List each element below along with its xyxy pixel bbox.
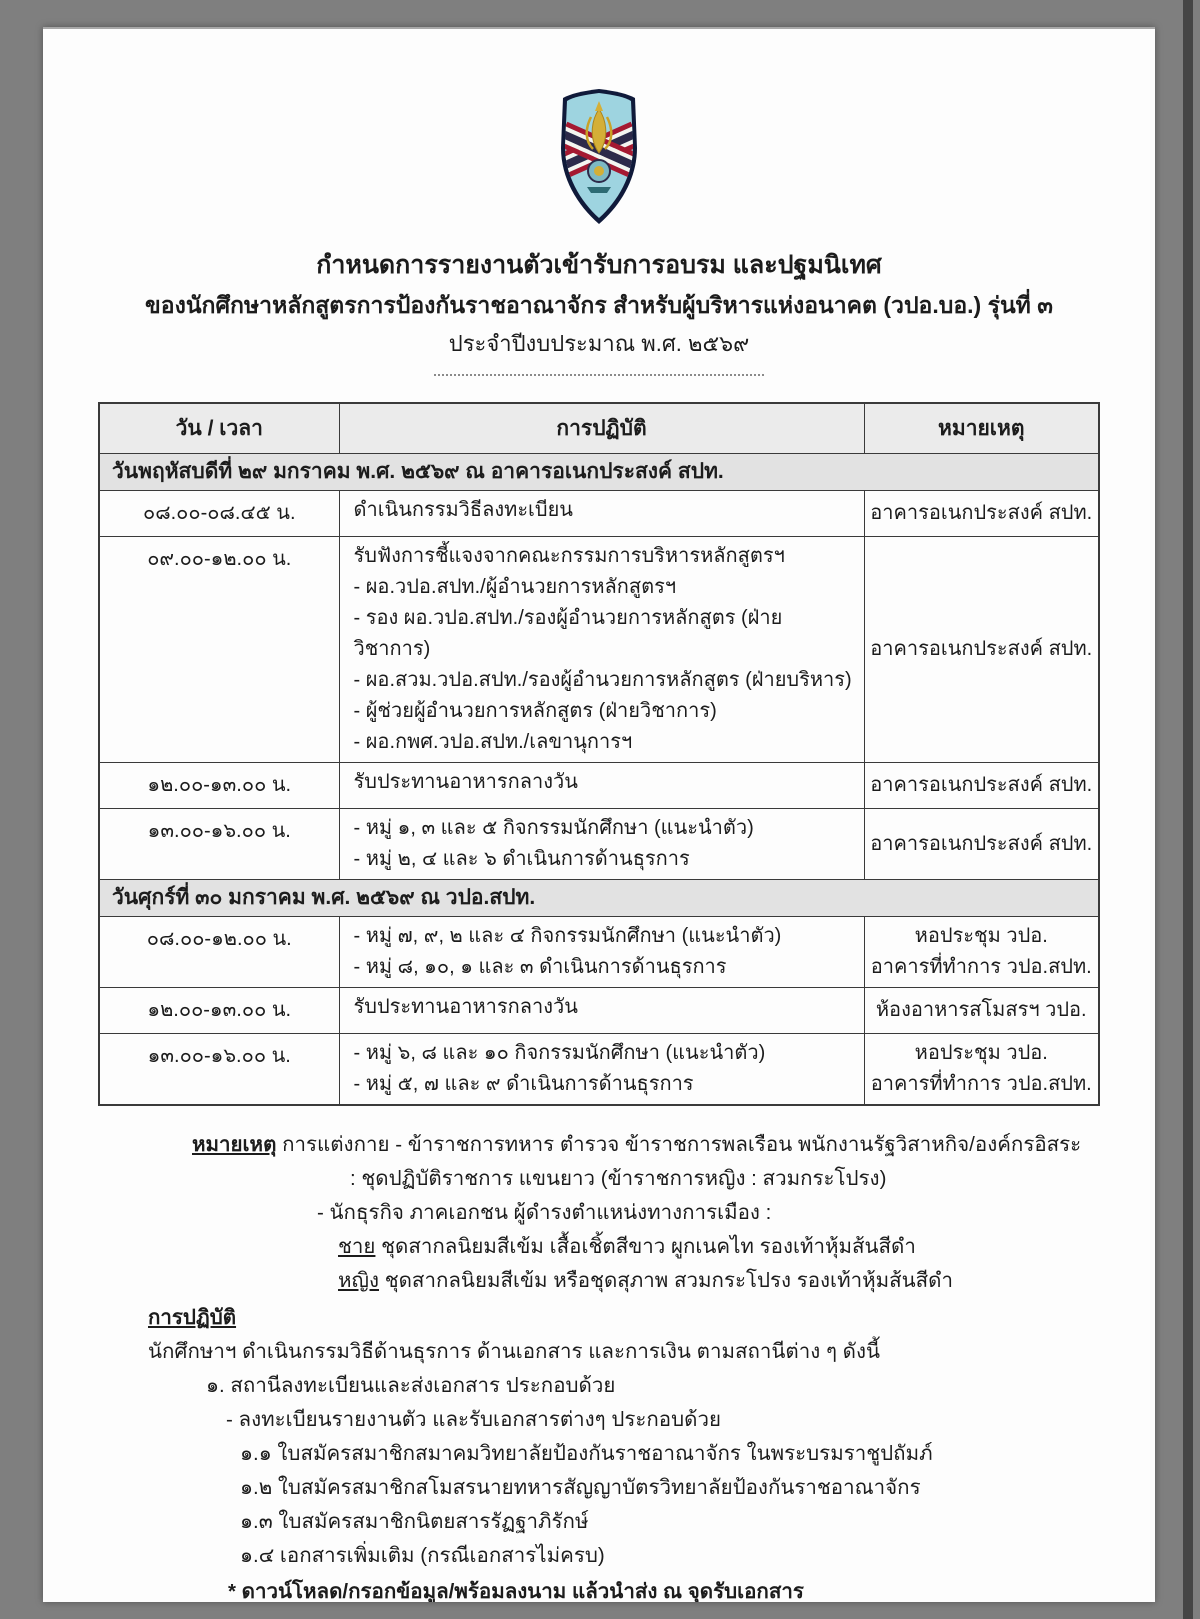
action-line: - หมู่ ๒, ๔ และ ๖ ดำเนินการด้านธุรการ xyxy=(353,848,690,870)
action-line: - หมู่ ๑, ๓ และ ๕ กิจกรรมนักศึกษา (แนะนำตัว) xyxy=(353,817,754,839)
notes-label: หมายเหตุ xyxy=(192,1133,277,1156)
day-section-title-thursday: วันพฤหัสบดีที่ ๒๙ มกราคม พ.ศ. ๒๕๖๙ ณ อาคารอเนกประสงค์ สปท. xyxy=(99,454,1099,491)
action-line: รับประทานอาหารกลางวัน xyxy=(353,996,578,1018)
procedure-subitem-1-3: ๑.๓ ใบสมัครสมาชิกนิตยสารรัฏฐาภิรักษ์ xyxy=(240,1510,589,1533)
notes-section xyxy=(192,1134,1155,1291)
time-cell: ๐๘.๐๐-๐๘.๔๕ น. xyxy=(99,491,339,537)
table-row xyxy=(99,809,1099,880)
remark-line: อาคารที่ทำการ วปอ.สปท. xyxy=(870,1073,1092,1095)
document-title-line2: ของนักศึกษาหลักสูตรการป้องกันราชอาณาจักร สำหรับผู้บริหารแห่งอนาคต (วปอ.บอ.) รุ่นที่ ๓ xyxy=(145,292,1053,318)
table-row xyxy=(99,491,1099,537)
time-cell: ๑๒.๐๐-๑๓.๐๐ น. xyxy=(99,763,339,809)
column-header-datetime: วัน / เวลา xyxy=(99,403,339,454)
action-line: - ผอ.กพศ.วปอ.สปท./เลขานุการฯ xyxy=(353,731,633,753)
day-section-title-friday: วันศุกร์ที่ ๓๐ มกราคม พ.ศ. ๒๕๖๙ ณ วปอ.สปท. xyxy=(99,880,1099,917)
time-cell: ๑๒.๐๐-๑๓.๐๐ น. xyxy=(99,988,339,1034)
table-row xyxy=(99,988,1099,1034)
action-cell xyxy=(339,917,864,988)
table-row xyxy=(99,763,1099,809)
procedure-subitem-1-2: ๑.๒ ใบสมัครสมาชิกสโมสรนายทหารสัญญาบัตรวิทยาลัยป้องกันราชอาณาจักร xyxy=(240,1476,921,1499)
remark-line: หอประชุม วปอ. xyxy=(914,1042,1048,1064)
table-header-row xyxy=(99,403,1099,454)
day-section-row xyxy=(99,880,1099,917)
scrollbar-track[interactable] xyxy=(1183,0,1193,1619)
remark-line: อาคารอเนกประสงค์ สปท. xyxy=(870,774,1093,796)
time-cell: ๑๓.๐๐-๑๖.๐๐ น. xyxy=(99,1034,339,1106)
table-row xyxy=(99,537,1099,763)
notes-line-female xyxy=(338,1270,1155,1291)
female-label: หญิง xyxy=(338,1269,379,1292)
action-line: - หมู่ ๖, ๘ และ ๑๐ กิจกรรมนักศึกษา (แนะนำตัว) xyxy=(353,1042,766,1064)
document-title-line1: กำหนดการรายงานตัวเข้ารับการอบรม และปฐมนิเทศ xyxy=(316,251,882,279)
procedure-item-1-sub: - ลงทะเบียนรายงานตัว และรับเอกสารต่างๆ ประกอบด้วย xyxy=(226,1408,721,1431)
dotted-separator xyxy=(434,374,764,376)
remark-line: หอประชุม วปอ. xyxy=(914,925,1048,947)
male-label: ชาย xyxy=(338,1235,376,1258)
male-dress-text: ชุดสากลนิยมสีเข้ม เสื้อเชิ้ตสีขาว ผูกเนคไท รองเท้าหุ้มส้นสีดำ xyxy=(381,1235,916,1258)
procedure-section xyxy=(148,1307,1155,1602)
remark-line: อาคารที่ทำการ วปอ.สปท. xyxy=(870,956,1092,978)
female-dress-text: ชุดสากลนิยมสีเข้ม หรือชุดสุภาพ สวมกระโปรง รองเท้าหุ้มส้นสีดำ xyxy=(384,1269,953,1292)
table-row xyxy=(99,917,1099,988)
procedure-heading: การปฏิบัติ xyxy=(148,1306,237,1329)
remark-cell xyxy=(864,537,1099,763)
action-line: - ผู้ช่วยผู้อำนวยการหลักสูตร (ฝ่ายวิชาการ) xyxy=(353,700,717,722)
table-row xyxy=(99,1034,1099,1106)
document-page xyxy=(43,27,1155,1602)
document-title-line3: ประจำปีงบประมาณ พ.ศ. ๒๕๖๙ xyxy=(448,331,750,356)
column-header-remarks: หมายเหตุ xyxy=(864,403,1099,454)
notes-line-3: - นักธุรกิจ ภาคเอกชน ผู้ดำรงตำแหน่งทางการเมือง : xyxy=(317,1201,772,1224)
notes-line-1-text: การแต่งกาย - ข้าราชการทหาร ตำรวจ ข้าราชการพลเรือน พนักงานรัฐวิสาหกิจ/องค์กรอิสระ xyxy=(282,1133,1082,1156)
action-line: - ผอ.สวม.วปอ.สปท./รองผู้อำนวยการหลักสูตร (ฝ่ายบริหาร) xyxy=(353,669,852,691)
time-cell: ๐๙.๐๐-๑๒.๐๐ น. xyxy=(99,537,339,763)
notes-line-male xyxy=(338,1236,1155,1257)
procedure-subitem-1-1: ๑.๑ ใบสมัครสมาชิกสมาคมวิทยาลัยป้องกันราชอาณาจักร ในพระบรมราชูปถัมภ์ xyxy=(240,1442,933,1465)
action-cell xyxy=(339,809,864,880)
day-section-row xyxy=(99,454,1099,491)
action-cell xyxy=(339,988,864,1034)
time-cell: ๐๘.๐๐-๑๒.๐๐ น. xyxy=(99,917,339,988)
action-line: รับฟังการชี้แจงจากคณะกรรมการบริหารหลักสูตรฯ xyxy=(353,545,785,567)
procedure-footnote: * ดาวน์โหลด/กรอกข้อมูล/พร้อมลงนาม แล้วนำส่ง ณ จุดรับเอกสาร xyxy=(228,1580,804,1602)
action-cell xyxy=(339,537,864,763)
remark-cell xyxy=(864,763,1099,809)
action-line: - รอง ผอ.วปอ.สปท./รองผู้อำนวยการหลักสูตร (ฝ่ายวิชาการ) xyxy=(353,607,783,660)
action-line: - หมู่ ๘, ๑๐, ๑ และ ๓ ดำเนินการด้านธุรการ xyxy=(353,956,727,978)
remark-line: อาคารอเนกประสงค์ สปท. xyxy=(870,502,1093,524)
action-line: ดำเนินกรรมวิธีลงทะเบียน xyxy=(353,499,573,521)
remark-cell xyxy=(864,917,1099,988)
column-header-action: การปฏิบัติ xyxy=(339,403,864,454)
remark-line: อาคารอเนกประสงค์ สปท. xyxy=(870,638,1093,660)
action-cell xyxy=(339,763,864,809)
remark-line: ห้องอาหารสโมสรฯ วปอ. xyxy=(875,999,1087,1021)
college-emblem-icon xyxy=(555,87,643,225)
notes-line-2: : ชุดปฏิบัติราชการ แขนยาว (ข้าราชการหญิง : สวมกระโปรง) xyxy=(350,1167,887,1190)
action-line: - หมู่ ๗, ๙, ๒ และ ๔ กิจกรรมนักศึกษา (แนะนำตัว) xyxy=(353,925,782,947)
action-cell xyxy=(339,1034,864,1106)
action-line: รับประทานอาหารกลางวัน xyxy=(353,771,578,793)
remark-cell xyxy=(864,491,1099,537)
procedure-item-1: ๑. สถานีลงทะเบียนและส่งเอกสาร ประกอบด้วย xyxy=(206,1374,616,1397)
schedule-table xyxy=(98,402,1100,1106)
procedure-intro: นักศึกษาฯ ดำเนินกรรมวิธีด้านธุรการ ด้านเอกสาร และการเงิน ตามสถานีต่าง ๆ ดังนี้ xyxy=(148,1340,881,1363)
remark-cell xyxy=(864,1034,1099,1106)
remark-cell xyxy=(864,988,1099,1034)
action-cell xyxy=(339,491,864,537)
remark-line: อาคารอเนกประสงค์ สปท. xyxy=(870,832,1093,855)
emblem-container xyxy=(43,87,1155,230)
remark-cell xyxy=(864,809,1099,880)
procedure-subitem-1-4: ๑.๔ เอกสารเพิ่มเติม (กรณีเอกสารไม่ครบ) xyxy=(240,1544,605,1567)
time-cell: ๑๓.๐๐-๑๖.๐๐ น. xyxy=(99,809,339,880)
action-line: - หมู่ ๕, ๗ และ ๙ ดำเนินการด้านธุรการ xyxy=(353,1073,694,1095)
notes-line-1 xyxy=(192,1134,1155,1155)
action-line: - ผอ.วปอ.สปท./ผู้อำนวยการหลักสูตรฯ xyxy=(353,576,677,598)
